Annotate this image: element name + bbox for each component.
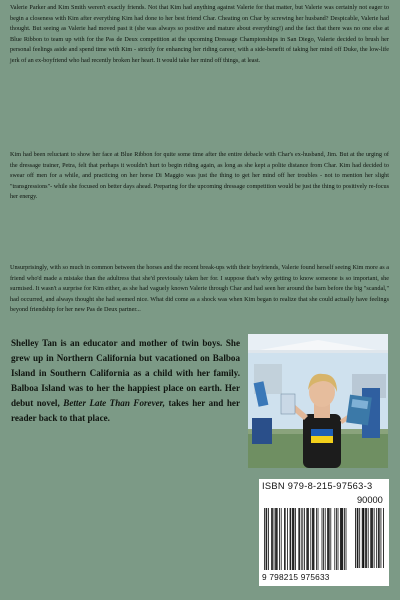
addon-barcode-bar	[378, 508, 379, 568]
barcode-bar	[268, 508, 269, 570]
addon-barcode-bar	[357, 508, 358, 568]
barcode-bar	[294, 508, 295, 570]
addon-barcode-bar	[355, 508, 356, 568]
barcode-bar	[336, 508, 337, 570]
blurb-paragraph-3: Unsurprisingly, with so much in common between the horses and the recent break-ups with their boyfriends, Valerie found herself seeing Kim more as a friend who'd made a mistake than the adultress that she'd previously taken her for. I suppose that's why getting to know someone is so important, she surmised. It wasn't a surprise for Kim either, as she had vaguely known Valerie through Char and had seen her around the barn before the big "scandal," had occurred, and always thought she had seemed nice. What did come as a shock was when Kim began to realize that she could actually have feelings beyond friendship for her new Pas de Deux partner...	[10, 264, 389, 314]
barcode-bar	[322, 508, 323, 570]
barcode-bar	[342, 508, 343, 570]
barcode-bar	[310, 508, 311, 570]
barcode-bar	[312, 508, 313, 570]
barcode-bar	[271, 508, 272, 570]
addon-barcode-bar	[365, 508, 366, 568]
barcode-bar	[295, 508, 296, 570]
barcode-bar	[327, 508, 328, 570]
barcode-bar	[281, 508, 282, 570]
author-photo-illustration	[248, 334, 388, 468]
addon-barcode-bar	[370, 508, 371, 568]
blurb-paragraph-2: Kim had been reluctant to show her face at Blue Ribbon for quite some time after the entire debacle with Char's ex-husband, Jim. But at the urging of the dressage trainer, Petra, felt that perhaps it wouldn't hurt to begin riding again, as long as she kept a polite distance from Char. Kim had decided to swear off men for a while, and practicing on her horse Di Maggio was just the thing to get her mind off her troubles - not to mention her slight "transgressions"- while she focused on better days ahead. Preparing for the upcoming dressage competition would be just the thing to positively re-focus her energy.	[10, 151, 389, 201]
barcode-bar	[299, 508, 300, 570]
addon-barcode-bar	[381, 508, 382, 568]
addon-barcode-bar	[363, 508, 364, 568]
author-bio	[11, 336, 240, 426]
barcode-bar	[275, 508, 276, 570]
barcode-bar	[344, 508, 345, 570]
barcode-bar	[277, 508, 278, 570]
barcode-bar	[279, 508, 280, 570]
barcode-bar	[306, 508, 307, 570]
barcode-bar	[276, 508, 277, 570]
barcode-bar	[290, 508, 291, 570]
barcode-bar	[341, 508, 342, 570]
addon-barcode-bar	[358, 508, 359, 568]
barcode-bar	[323, 508, 324, 570]
author-bio-text: Shelley Tan is an educator and mother of twin boys. She grew up in Northern California but vacationed on Balboa Island in Southern California as a child with her family. Balboa Island was to her the happiest place on earth. Her debut novel,	[11, 338, 240, 408]
barcode-bar	[308, 508, 309, 570]
barcode-bar	[304, 508, 305, 570]
barcode-bar	[301, 508, 302, 570]
addon-barcode-bar	[364, 508, 365, 568]
author-bio-text-end: takes her and her reader back to that place.	[11, 398, 240, 423]
addon-barcode-bar	[376, 508, 377, 568]
barcode	[259, 479, 389, 586]
barcode-bar	[307, 508, 308, 570]
barcode-bar	[318, 508, 319, 570]
barcode-bar	[342, 508, 343, 570]
price-code: 90000	[357, 495, 383, 505]
isbn-barcode-box	[259, 479, 389, 586]
barcode-bar	[274, 508, 275, 570]
isbn-number: ISBN 979-8-215-97563-3	[262, 481, 373, 491]
barcode-bar	[284, 508, 285, 570]
barcode-bar	[298, 508, 299, 570]
barcode-bar	[293, 508, 294, 570]
barcode-bar	[287, 508, 288, 570]
barcode-bar	[264, 508, 265, 570]
barcode-bar	[290, 508, 291, 570]
barcode-bar	[302, 508, 303, 570]
barcode-bar	[266, 508, 267, 570]
addon-barcode-bar	[359, 508, 360, 568]
addon-barcode-bar	[379, 508, 380, 568]
barcode-bar	[272, 508, 273, 570]
addon-barcode-bar	[372, 508, 373, 568]
addon-barcode-bar	[366, 508, 367, 568]
novel-title: Better Late Than Forever,	[63, 398, 165, 408]
author-photo	[248, 334, 388, 468]
addon-barcode-bar	[368, 508, 369, 568]
barcode-bar	[338, 508, 339, 570]
addon-barcode-bar	[371, 508, 372, 568]
barcode-bar	[292, 508, 293, 570]
addon-barcode-bar	[374, 508, 375, 568]
barcode-bar	[330, 508, 331, 570]
barcode-bar	[316, 508, 317, 570]
barcode-bar	[334, 508, 335, 570]
barcode-bar	[285, 508, 286, 570]
barcode-bar	[329, 508, 330, 570]
blurb-paragraph-1: Valerie Parker and Kim Smith weren't exactly friends. Not that Kim had anything against Valerie for that matter, but Valerie was certainly not eager to begin a closeness with Kim after everything Kim had done to her best friend Char. Cheating on Char by screwing her husband? Despicable, Valerie had thought. But seeing as Valerie had moved past it (she was always so positive and mature about everything!) and the fact that there was no one else at Blue Ribbon to team up with for the Pas de Deux competition at the upcoming Dressage Championships in San Diego, Valerie decided to brush her personal feelings aside and spend time with Kim - strictly for enhancing her riding career, with a side-benefit of taking her mind off Duke, the low-life jerk of an ex-boyfriend who had recently broken her heart. It would take her mind off things, at least.	[10, 4, 389, 64]
barcode-bar	[346, 508, 347, 570]
addon-barcode-bar	[362, 508, 363, 568]
addon-barcode-bar	[383, 508, 384, 568]
barcode-digits: 9 798215 975633	[262, 572, 330, 582]
barcode-bar	[314, 508, 315, 570]
barcode-bar	[325, 508, 326, 570]
barcode-bar	[313, 508, 314, 570]
barcode-bar	[340, 508, 341, 570]
barcode-bar	[328, 508, 329, 570]
barcode-bar	[266, 508, 267, 570]
